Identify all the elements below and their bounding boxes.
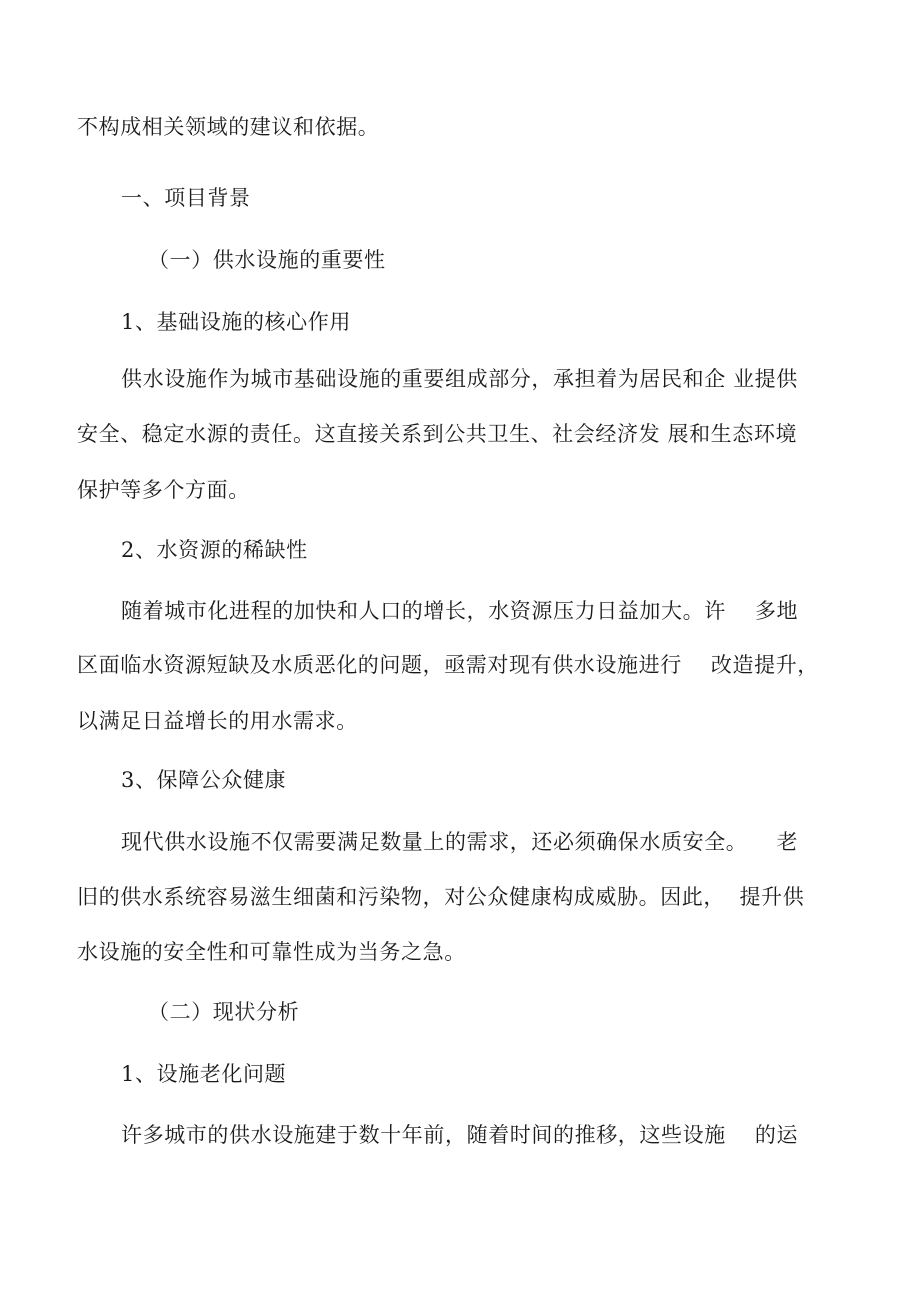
item-heading: 1、设施老化问题: [121, 1062, 287, 1086]
paragraph-text: 许多城市的供水设施建于数十年前，随着时间的推移，这些设施 的运: [121, 1123, 799, 1147]
paragraph-text: 安全、稳定水源的责任。这直接关系到公共卫生、社会经济发 展和生态环境: [77, 422, 798, 446]
section-heading: 一、项目背景: [121, 186, 251, 210]
subsection-heading: （二）现状分析: [148, 1000, 300, 1024]
item-heading: 1、基础设施的核心作用: [121, 310, 351, 334]
subsection-heading: （一）供水设施的重要性: [148, 248, 386, 272]
paragraph-text: 随着城市化进程的加快和人口的增长，水资源压力日益加大。许 多地: [121, 599, 799, 623]
paragraph-text: 不构成相关领域的建议和依据。: [77, 115, 380, 139]
paragraph-text: 区面临水资源短缺及水质恶化的问题，亟需对现有供水设施进行 改造提升，: [77, 653, 819, 677]
paragraph-text: 供水设施作为城市基础设施的重要组成部分，承担着为居民和企 业提供: [121, 367, 798, 391]
item-heading: 3、保障公众健康: [121, 768, 287, 792]
paragraph-text: 现代供水设施不仅需要满足数量上的需求，还必须确保水质安全。 老: [121, 830, 799, 854]
paragraph-text: 以满足日益增长的用水需求。: [77, 709, 358, 733]
paragraph-text: 水设施的安全性和可靠性成为当务之急。: [77, 940, 466, 964]
paragraph-text: 保护等多个方面。: [77, 478, 250, 502]
paragraph-text: 旧的供水系统容易滋生细菌和污染物，对公众健康构成威胁。因此， 提升供: [77, 885, 805, 909]
item-heading: 2、水资源的稀缺性: [121, 538, 308, 562]
